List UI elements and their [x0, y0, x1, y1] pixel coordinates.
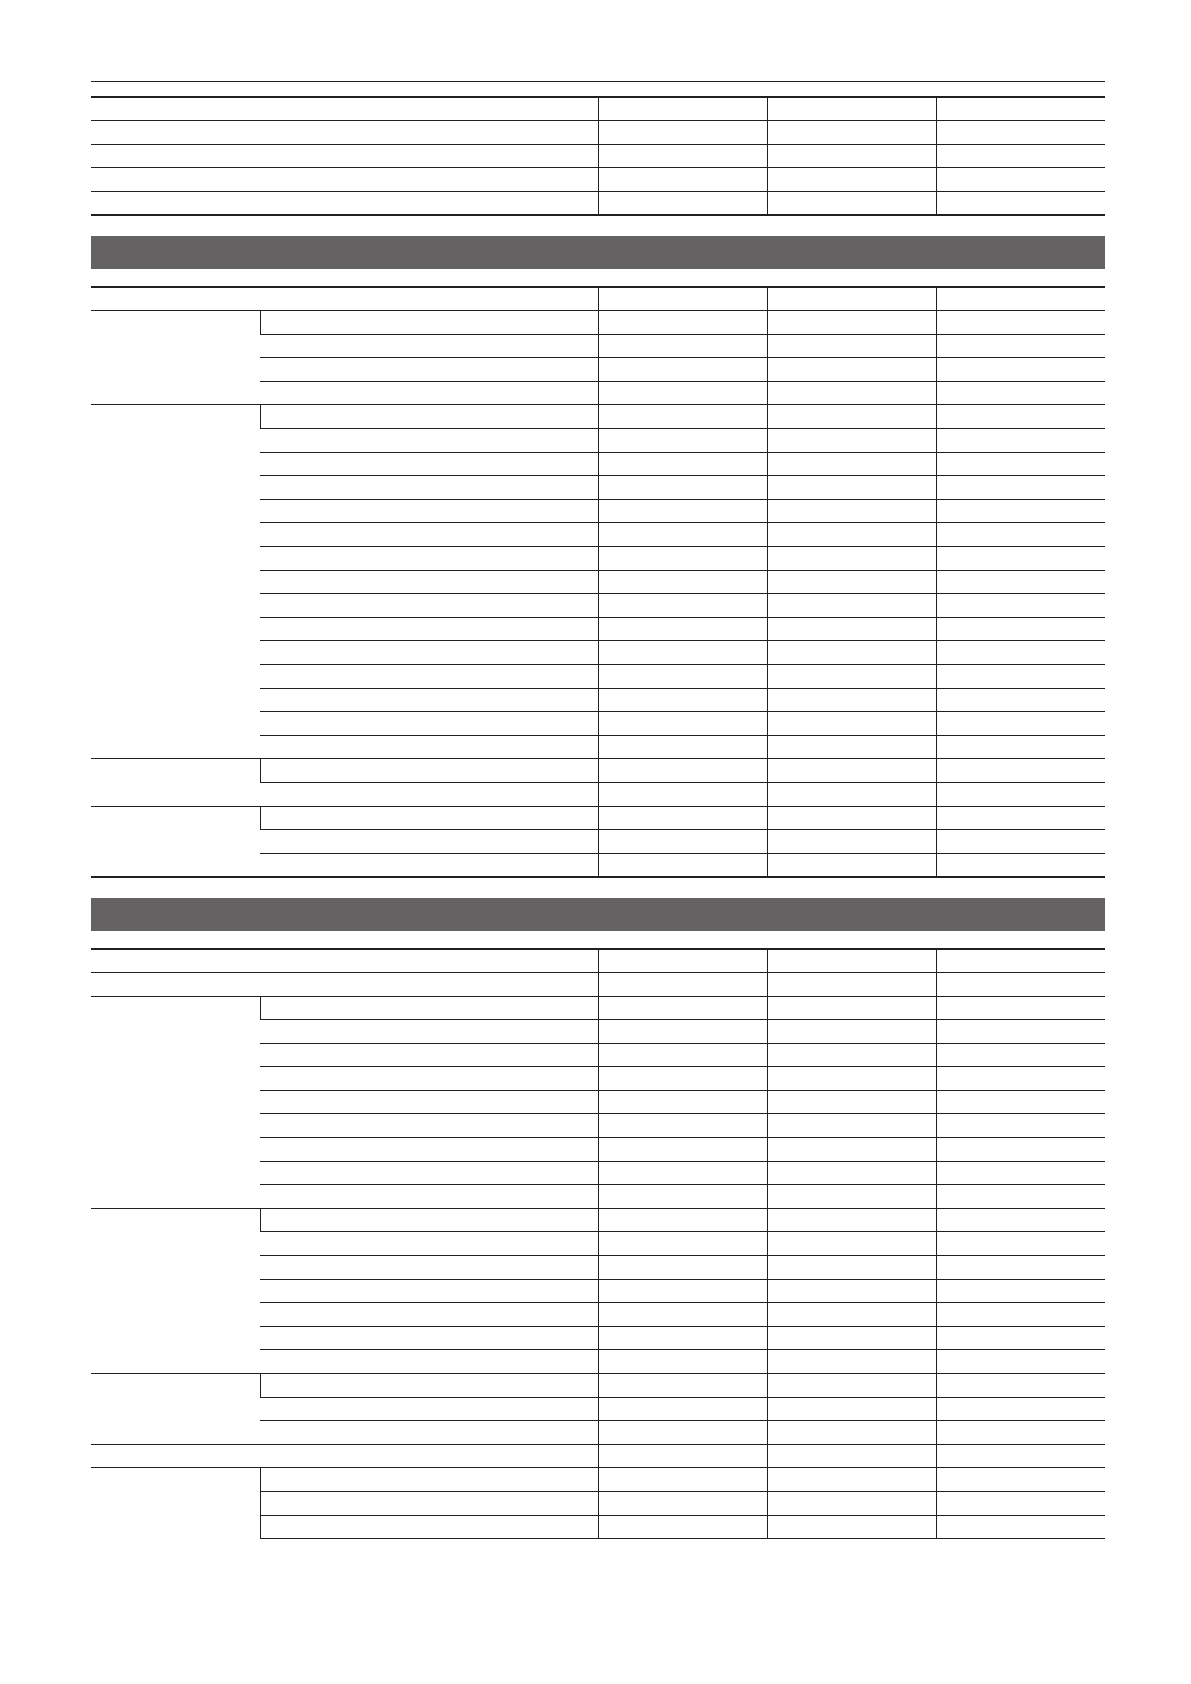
- table-cell: [260, 1161, 598, 1185]
- table-cell: [260, 617, 598, 641]
- table-cell: [598, 1185, 767, 1209]
- table-cell: [598, 1444, 767, 1468]
- table-cell: [260, 452, 598, 476]
- table-row: [91, 1208, 1105, 1232]
- table-row: [91, 191, 1105, 215]
- table-cell: [767, 594, 936, 618]
- table-cell: [936, 641, 1105, 665]
- table-row: [91, 121, 1105, 145]
- table-cell: [767, 405, 936, 429]
- table-cell: [598, 1303, 767, 1327]
- table-cell: [936, 311, 1105, 335]
- table-cell: [260, 1232, 598, 1256]
- table-header-row: [91, 287, 1105, 311]
- table-cell: [598, 594, 767, 618]
- table-cell: [936, 1374, 1105, 1398]
- table-cell: [936, 547, 1105, 571]
- table-cell: [598, 641, 767, 665]
- table-cell: [598, 712, 767, 736]
- table-cell: [767, 1515, 936, 1539]
- table-cell: [936, 499, 1105, 523]
- table-cell: [936, 405, 1105, 429]
- section-header-bar: [91, 898, 1105, 931]
- table-cell: [936, 1303, 1105, 1327]
- table-cell: [260, 1491, 598, 1515]
- table-cell: [936, 1090, 1105, 1114]
- table-cell: [767, 1256, 936, 1280]
- table-cell: [598, 759, 767, 783]
- section-header-bar: [91, 236, 1105, 269]
- table-cell: [936, 429, 1105, 453]
- table-header-row: [91, 97, 1105, 121]
- table-cell: [260, 1114, 598, 1138]
- table-cell: [598, 972, 767, 996]
- table-cell: [260, 358, 598, 382]
- table-cell: [936, 1185, 1105, 1209]
- group-cell: [91, 1374, 260, 1445]
- table-cell: [767, 381, 936, 405]
- table-cell: [260, 1279, 598, 1303]
- table-cell: [936, 523, 1105, 547]
- table-cell: [936, 688, 1105, 712]
- table-cell: [767, 547, 936, 571]
- table-cell: [936, 287, 1105, 311]
- table-cell: [936, 996, 1105, 1020]
- table-cell: [91, 144, 598, 168]
- table-cell: [260, 641, 598, 665]
- table-cell: [936, 1515, 1105, 1539]
- table-cell: [91, 97, 598, 121]
- table-cell: [936, 358, 1105, 382]
- table-cell: [936, 830, 1105, 854]
- table-cell: [936, 97, 1105, 121]
- spec-table-2: [91, 286, 1105, 878]
- table-cell: [598, 1350, 767, 1374]
- table-cell: [598, 1208, 767, 1232]
- table-row: [91, 996, 1105, 1020]
- table-cell: [91, 168, 598, 192]
- table-cell: [598, 664, 767, 688]
- table-cell: [767, 168, 936, 192]
- table-cell: [260, 381, 598, 405]
- table-cell: [767, 1374, 936, 1398]
- table-cell: [767, 1421, 936, 1445]
- table-cell: [767, 476, 936, 500]
- table-cell: [767, 806, 936, 830]
- table-cell: [767, 1350, 936, 1374]
- table-cell: [598, 1491, 767, 1515]
- table-cell: [936, 1114, 1105, 1138]
- table-cell: [767, 1020, 936, 1044]
- table-cell: [936, 1232, 1105, 1256]
- table-cell: [936, 594, 1105, 618]
- table-cell: [598, 405, 767, 429]
- table-cell: [598, 287, 767, 311]
- table-cell: [260, 1326, 598, 1350]
- table-cell: [260, 830, 598, 854]
- table-cell: [260, 688, 598, 712]
- table-cell: [936, 782, 1105, 806]
- group-cell: [91, 311, 260, 405]
- table-cell: [936, 476, 1105, 500]
- table-cell: [91, 1444, 598, 1468]
- table-cell: [260, 1185, 598, 1209]
- table-cell: [260, 1374, 598, 1398]
- table-row: [91, 168, 1105, 192]
- table-row: [91, 759, 1105, 783]
- table-cell: [767, 1090, 936, 1114]
- table-cell: [767, 1326, 936, 1350]
- table-cell: [767, 712, 936, 736]
- table-cell: [598, 1232, 767, 1256]
- table-cell: [598, 1468, 767, 1492]
- table-cell: [936, 121, 1105, 145]
- table-cell: [767, 1279, 936, 1303]
- table-cell: [260, 311, 598, 335]
- table-cell: [936, 1444, 1105, 1468]
- group-cell: [91, 759, 260, 806]
- table-cell: [936, 806, 1105, 830]
- table-cell: [260, 735, 598, 759]
- table-cell: [767, 853, 936, 877]
- table-cell: [260, 759, 598, 783]
- table-cell: [767, 1185, 936, 1209]
- table-row: [91, 311, 1105, 335]
- table-cell: [767, 1468, 936, 1492]
- table-cell: [936, 1020, 1105, 1044]
- table-cell: [260, 782, 598, 806]
- table-cell: [598, 1138, 767, 1162]
- table-cell: [260, 1397, 598, 1421]
- table-cell: [936, 381, 1105, 405]
- table-cell: [767, 358, 936, 382]
- table-row: [91, 1444, 1105, 1468]
- table-cell: [260, 570, 598, 594]
- table-cell: [260, 1303, 598, 1327]
- table-cell: [598, 1421, 767, 1445]
- table-cell: [260, 1043, 598, 1067]
- table-cell: [936, 144, 1105, 168]
- table-cell: [767, 1303, 936, 1327]
- table-cell: [598, 1515, 767, 1539]
- table-cell: [598, 949, 767, 973]
- table-cell: [767, 570, 936, 594]
- table-cell: [598, 1043, 767, 1067]
- table-cell: [936, 972, 1105, 996]
- table-cell: [598, 311, 767, 335]
- table-cell: [598, 1161, 767, 1185]
- table-cell: [936, 1138, 1105, 1162]
- table-cell: [260, 1138, 598, 1162]
- table-cell: [936, 1067, 1105, 1091]
- table-cell: [260, 334, 598, 358]
- table-cell: [260, 806, 598, 830]
- table-cell: [598, 168, 767, 192]
- table-cell: [767, 1444, 936, 1468]
- table-cell: [598, 97, 767, 121]
- table-cell: [767, 1397, 936, 1421]
- table-cell: [767, 121, 936, 145]
- table-cell: [767, 1232, 936, 1256]
- table-cell: [598, 1067, 767, 1091]
- table-cell: [767, 523, 936, 547]
- table-cell: [598, 429, 767, 453]
- table-cell: [260, 429, 598, 453]
- table-cell: [598, 688, 767, 712]
- table-cell: [598, 996, 767, 1020]
- table-cell: [767, 688, 936, 712]
- table-cell: [598, 1114, 767, 1138]
- table-cell: [767, 1491, 936, 1515]
- table-cell: [936, 452, 1105, 476]
- table-cell: [260, 594, 598, 618]
- table-row: [91, 1468, 1105, 1492]
- table-cell: [598, 1090, 767, 1114]
- group-cell: [91, 405, 260, 759]
- table-header-row: [91, 949, 1105, 973]
- table-cell: [936, 1326, 1105, 1350]
- table-cell: [91, 287, 598, 311]
- table-cell: [936, 1350, 1105, 1374]
- spec-table-3: [91, 948, 1105, 1539]
- table-cell: [767, 996, 936, 1020]
- table-cell: [767, 949, 936, 973]
- table-cell: [936, 617, 1105, 641]
- table-cell: [260, 664, 598, 688]
- table-cell: [598, 144, 767, 168]
- table-cell: [767, 641, 936, 665]
- table-cell: [936, 853, 1105, 877]
- table-cell: [260, 1208, 598, 1232]
- table-cell: [598, 617, 767, 641]
- table-cell: [598, 570, 767, 594]
- table-cell: [936, 1256, 1105, 1280]
- table-cell: [260, 1067, 598, 1091]
- table-cell: [598, 1397, 767, 1421]
- table-cell: [598, 547, 767, 571]
- table-cell: [767, 1114, 936, 1138]
- table-cell: [91, 121, 598, 145]
- group-cell: [91, 996, 260, 1208]
- table-cell: [598, 830, 767, 854]
- table-cell: [598, 1326, 767, 1350]
- spec-table-1: [91, 96, 1105, 216]
- table-cell: [936, 664, 1105, 688]
- table-cell: [936, 1043, 1105, 1067]
- table-cell: [767, 1138, 936, 1162]
- table-cell: [260, 1020, 598, 1044]
- table-cell: [91, 191, 598, 215]
- table-cell: [598, 191, 767, 215]
- table-cell: [598, 1279, 767, 1303]
- table-cell: [936, 1279, 1105, 1303]
- table-cell: [598, 782, 767, 806]
- table-cell: [936, 191, 1105, 215]
- table-cell: [767, 144, 936, 168]
- table-cell: [767, 830, 936, 854]
- table-cell: [767, 1043, 936, 1067]
- group-cell: [91, 806, 260, 877]
- table-cell: [936, 1468, 1105, 1492]
- table-cell: [598, 735, 767, 759]
- table-cell: [598, 381, 767, 405]
- header-rule: [91, 81, 1105, 82]
- table-cell: [260, 1350, 598, 1374]
- table-cell: [936, 1397, 1105, 1421]
- table-cell: [260, 547, 598, 571]
- table-cell: [598, 1020, 767, 1044]
- table-cell: [598, 334, 767, 358]
- table-cell: [260, 1256, 598, 1280]
- table-cell: [767, 287, 936, 311]
- table-cell: [936, 570, 1105, 594]
- table-row: [91, 405, 1105, 429]
- table-cell: [936, 1161, 1105, 1185]
- table-cell: [598, 806, 767, 830]
- table-cell: [767, 664, 936, 688]
- table-cell: [598, 1256, 767, 1280]
- table-cell: [936, 1421, 1105, 1445]
- table-cell: [936, 168, 1105, 192]
- table-cell: [767, 191, 936, 215]
- table-cell: [260, 1515, 598, 1539]
- table-cell: [598, 523, 767, 547]
- table-cell: [260, 476, 598, 500]
- table-cell: [936, 735, 1105, 759]
- group-cell: [91, 1208, 260, 1373]
- table-cell: [260, 523, 598, 547]
- table-cell: [598, 452, 767, 476]
- table-cell: [936, 712, 1105, 736]
- group-cell: [91, 1468, 260, 1539]
- table-cell: [91, 972, 598, 996]
- spec-page: [91, 81, 1105, 1539]
- table-cell: [767, 311, 936, 335]
- table-cell: [936, 334, 1105, 358]
- table-cell: [936, 759, 1105, 783]
- table-cell: [767, 334, 936, 358]
- table-cell: [936, 949, 1105, 973]
- table-row: [91, 806, 1105, 830]
- table-cell: [767, 617, 936, 641]
- table-cell: [767, 429, 936, 453]
- table-cell: [260, 853, 598, 877]
- table-cell: [767, 735, 936, 759]
- table-row: [91, 1374, 1105, 1398]
- table-cell: [767, 452, 936, 476]
- table-cell: [767, 499, 936, 523]
- table-cell: [767, 1208, 936, 1232]
- table-cell: [260, 712, 598, 736]
- table-cell: [260, 405, 598, 429]
- table-cell: [767, 1067, 936, 1091]
- table-cell: [598, 853, 767, 877]
- table-cell: [767, 1161, 936, 1185]
- table-cell: [260, 499, 598, 523]
- table-cell: [598, 121, 767, 145]
- table-cell: [936, 1208, 1105, 1232]
- table-cell: [767, 759, 936, 783]
- table-row: [91, 144, 1105, 168]
- table-cell: [767, 972, 936, 996]
- table-row: [91, 972, 1105, 996]
- table-cell: [598, 499, 767, 523]
- table-cell: [598, 476, 767, 500]
- table-cell: [767, 97, 936, 121]
- table-cell: [598, 358, 767, 382]
- table-cell: [260, 1468, 598, 1492]
- table-cell: [598, 1374, 767, 1398]
- table-cell: [260, 1421, 598, 1445]
- table-cell: [767, 782, 936, 806]
- table-cell: [260, 1090, 598, 1114]
- table-cell: [91, 949, 598, 973]
- table-cell: [260, 996, 598, 1020]
- table-cell: [936, 1491, 1105, 1515]
